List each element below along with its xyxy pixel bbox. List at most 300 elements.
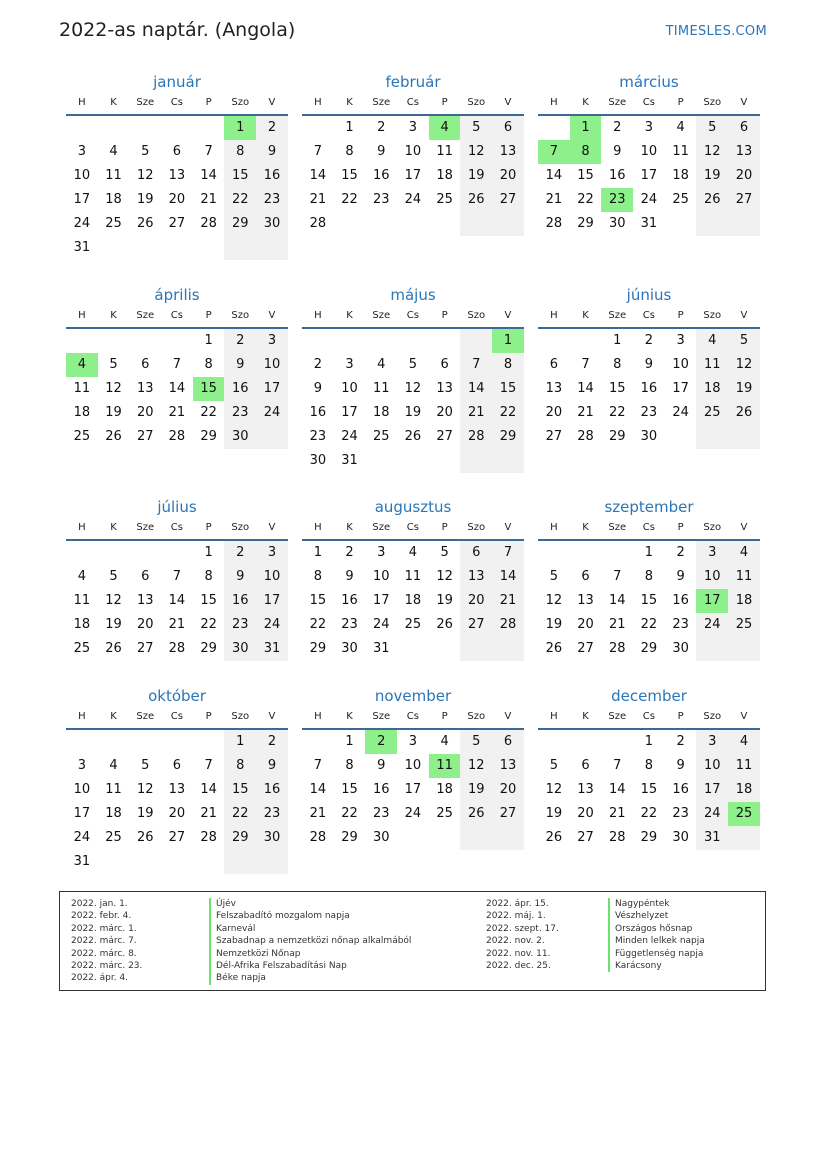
day-cell: 15: [640, 782, 658, 797]
empty-cell: [66, 730, 98, 754]
day-cell: 22: [309, 617, 327, 632]
legend-right-dates: [486, 898, 559, 972]
empty-cell: [492, 449, 524, 473]
day-cell: 15: [309, 593, 327, 608]
day-cell: 4: [676, 120, 685, 135]
day-cell: 13: [545, 381, 563, 396]
day-cell: 13: [168, 168, 186, 183]
empty-cell: [98, 329, 130, 353]
day-cell: 7: [538, 140, 570, 164]
day-cell: 5: [408, 357, 418, 372]
day-cell: 10: [256, 353, 288, 377]
legend-holiday-name: Újév: [209, 898, 411, 910]
day-cell: 13: [492, 140, 524, 164]
weekday-label: V: [268, 522, 276, 533]
day-cell: 16: [224, 377, 256, 401]
month-name: május: [390, 286, 436, 304]
day-cell: 24: [256, 401, 288, 425]
day-grid: [538, 329, 760, 449]
weekday-label: K: [110, 310, 117, 321]
day-cell: 14: [545, 168, 563, 183]
weekday-label: P: [205, 711, 212, 722]
weekday-header: [302, 517, 524, 541]
day-cell: 7: [313, 758, 322, 773]
weekday-label: Cs: [406, 522, 419, 533]
day-cell: 12: [404, 381, 422, 396]
day-cell: 9: [313, 381, 322, 396]
weekday-label: V: [268, 310, 276, 321]
day-cell: 20: [168, 192, 186, 207]
day-cell: 22: [224, 802, 256, 826]
empty-cell: [570, 730, 602, 754]
day-cell: 8: [204, 569, 213, 584]
empty-cell: [66, 541, 98, 565]
day-cell: 9: [345, 569, 354, 584]
day-cell: 12: [436, 569, 453, 584]
day-cell: 16: [256, 164, 288, 188]
weekday-label: P: [205, 522, 212, 533]
weekday-label: Cs: [170, 522, 183, 533]
day-cell: 8: [224, 140, 256, 164]
day-cell: 20: [728, 164, 760, 188]
weekday-label: Szo: [231, 711, 250, 722]
day-cell: 8: [492, 353, 524, 377]
day-cell: 15: [608, 381, 626, 396]
day-cell: 9: [676, 569, 685, 584]
empty-cell: [129, 236, 161, 260]
day-cell: 6: [440, 357, 449, 372]
day-cell: 23: [224, 613, 256, 637]
day-cell: 1: [224, 116, 256, 140]
day-cell: 14: [460, 377, 492, 401]
empty-cell: [397, 826, 429, 850]
day-cell: 8: [204, 357, 213, 372]
day-cell: 13: [136, 593, 154, 608]
day-cell: 23: [372, 806, 390, 821]
weekday-label: P: [677, 97, 684, 108]
day-cell: 28: [200, 216, 217, 231]
day-cell: 9: [377, 144, 386, 159]
legend-holiday-name: Karnevál: [209, 923, 411, 935]
weekday-label: K: [110, 522, 117, 533]
day-grid: [302, 116, 524, 236]
weekday-label: P: [677, 310, 684, 321]
day-cell: 22: [200, 617, 217, 632]
empty-cell: [538, 116, 570, 140]
day-cell: 16: [372, 782, 390, 797]
weekday-label: Szo: [467, 711, 486, 722]
day-cell: 30: [224, 425, 256, 449]
month-block: [302, 497, 524, 661]
day-cell: 4: [440, 734, 449, 749]
month-block: [66, 285, 288, 449]
day-cell: 25: [728, 613, 760, 637]
weekday-label: Sze: [136, 97, 155, 108]
day-cell: 20: [136, 405, 154, 420]
day-cell: 12: [105, 593, 122, 608]
day-cell: 30: [341, 641, 358, 656]
day-cell: 22: [200, 405, 217, 420]
day-cell: 6: [172, 144, 182, 159]
month-name: november: [374, 687, 452, 705]
day-cell: 10: [404, 144, 422, 159]
legend-date: 2022. márc. 7.: [71, 936, 137, 947]
day-cell: 23: [224, 401, 256, 425]
empty-cell: [98, 236, 130, 260]
day-cell: 27: [492, 188, 524, 212]
day-cell: 16: [256, 778, 288, 802]
day-cell: 21: [492, 589, 524, 613]
weekday-header: [66, 706, 288, 730]
day-cell: 25: [404, 617, 422, 632]
day-cell: 5: [549, 569, 558, 584]
day-cell: 4: [728, 541, 760, 565]
day-cell: 1: [613, 333, 622, 348]
day-cell: 22: [341, 806, 358, 821]
day-cell: 24: [341, 429, 358, 444]
day-cell: 15: [640, 593, 658, 608]
month-name: december: [611, 687, 687, 705]
day-cell: 24: [696, 802, 728, 826]
empty-cell: [397, 212, 429, 236]
day-cell: 27: [545, 429, 563, 444]
day-cell: 13: [577, 782, 594, 797]
day-cell: 29: [640, 830, 658, 845]
weekday-label: Sze: [608, 97, 627, 108]
empty-cell: [256, 425, 288, 449]
empty-cell: [129, 116, 161, 140]
day-cell: 23: [672, 617, 689, 632]
empty-cell: [98, 541, 130, 565]
day-cell: 25: [372, 429, 390, 444]
legend-date: 2022. febr. 4.: [71, 911, 132, 922]
day-cell: 27: [577, 830, 594, 845]
day-cell: 1: [345, 734, 354, 749]
day-cell: 22: [492, 401, 524, 425]
day-cell: 13: [460, 565, 492, 589]
legend-holiday-name: Karácsony: [608, 960, 705, 972]
weekday-label: H: [550, 711, 558, 722]
day-cell: 16: [224, 589, 256, 613]
weekday-label: Sze: [372, 522, 391, 533]
day-cell: 28: [608, 830, 626, 845]
day-cell: 3: [77, 758, 86, 773]
empty-cell: [161, 236, 193, 260]
day-cell: 20: [492, 164, 524, 188]
day-cell: 8: [644, 758, 654, 773]
day-cell: 7: [613, 569, 622, 584]
empty-cell: [665, 212, 697, 236]
day-cell: 7: [204, 758, 213, 773]
day-cell: 23: [256, 802, 288, 826]
month-block: [66, 497, 288, 661]
weekday-label: K: [582, 522, 589, 533]
month-name: január: [153, 73, 201, 91]
day-cell: 28: [309, 216, 327, 231]
day-cell: 27: [436, 429, 453, 444]
weekday-label: V: [504, 310, 512, 321]
day-cell: 15: [224, 164, 256, 188]
day-cell: 25: [105, 830, 122, 845]
day-cell: 22: [640, 617, 658, 632]
empty-cell: [429, 826, 461, 850]
legend-date: 2022. márc. 1.: [71, 923, 137, 934]
weekday-label: P: [205, 310, 212, 321]
month-name: április: [154, 286, 200, 304]
empty-cell: [397, 329, 429, 353]
day-grid: [538, 730, 760, 850]
empty-cell: [538, 329, 570, 353]
legend-holiday-name: Szabadnap a nemzetközi nőnap alkalmából: [209, 935, 411, 947]
day-cell: 1: [644, 734, 654, 749]
month-name: július: [157, 498, 197, 516]
month-block: [538, 686, 760, 850]
day-cell: 3: [77, 144, 86, 159]
weekday-label: Szo: [703, 310, 722, 321]
weekday-label: Szo: [703, 522, 722, 533]
weekday-label: Szo: [231, 522, 250, 533]
day-cell: 20: [136, 617, 154, 632]
day-cell: 4: [109, 758, 118, 773]
day-cell: 15: [341, 782, 358, 797]
day-cell: 26: [545, 830, 563, 845]
empty-cell: [492, 212, 524, 236]
day-cell: 2: [613, 120, 622, 135]
day-cell: 27: [577, 641, 594, 656]
day-cell: 11: [404, 569, 422, 584]
weekday-label: V: [740, 522, 748, 533]
month-name: február: [385, 73, 441, 91]
day-cell: 24: [372, 617, 390, 632]
month-block: [302, 285, 524, 473]
legend-holiday-name: Nagypéntek: [608, 898, 705, 910]
day-cell: 31: [73, 854, 91, 869]
day-grid: [302, 730, 524, 850]
day-cell: 29: [224, 212, 256, 236]
day-cell: 2: [377, 120, 386, 135]
weekday-label: V: [740, 97, 748, 108]
site-link[interactable]: TIMESLES.COM: [665, 24, 767, 39]
day-cell: 11: [672, 144, 689, 159]
day-cell: 10: [256, 565, 288, 589]
day-cell: 22: [341, 192, 358, 207]
weekday-label: Szo: [467, 97, 486, 108]
day-cell: 28: [608, 641, 626, 656]
day-cell: 13: [492, 754, 524, 778]
month-block: [538, 72, 760, 236]
day-cell: 7: [172, 569, 182, 584]
day-cell: 3: [408, 120, 418, 135]
day-cell: 26: [460, 188, 492, 212]
day-cell: 12: [105, 381, 122, 396]
weekday-label: P: [677, 522, 684, 533]
day-cell: 24: [696, 613, 728, 637]
day-cell: 5: [440, 545, 449, 560]
day-cell: 17: [73, 806, 91, 821]
day-cell: 21: [309, 192, 327, 207]
empty-cell: [98, 730, 130, 754]
day-cell: 1: [224, 730, 256, 754]
empty-cell: [728, 425, 760, 449]
legend-date: 2022. márc. 23.: [71, 960, 143, 971]
legend-date: 2022. ápr. 4.: [71, 973, 129, 984]
day-cell: 5: [549, 758, 558, 773]
day-cell: 26: [460, 802, 492, 826]
month-block: [302, 72, 524, 236]
holiday-legend: [59, 891, 766, 991]
empty-cell: [429, 449, 461, 473]
day-cell: 3: [644, 120, 654, 135]
weekday-label: Cs: [170, 97, 183, 108]
day-cell: 11: [105, 168, 122, 183]
day-cell: 14: [309, 168, 327, 183]
day-cell: 26: [545, 641, 563, 656]
legend-holiday-name: Függetlenség napja: [608, 948, 705, 960]
day-cell: 13: [136, 381, 154, 396]
day-cell: 10: [404, 758, 422, 773]
day-grid: [538, 116, 760, 236]
day-cell: 5: [696, 116, 728, 140]
weekday-header: [302, 92, 524, 116]
day-cell: 11: [696, 353, 728, 377]
day-cell: 17: [640, 168, 658, 183]
day-cell: 19: [696, 164, 728, 188]
day-cell: 7: [613, 758, 622, 773]
day-cell: 10: [696, 754, 728, 778]
day-cell: 24: [672, 405, 689, 420]
day-cell: 28: [545, 216, 563, 231]
day-cell: 26: [728, 401, 760, 425]
day-cell: 27: [136, 641, 154, 656]
day-cell: 13: [436, 381, 453, 396]
day-cell: 6: [581, 569, 590, 584]
day-cell: 29: [341, 830, 358, 845]
empty-cell: [397, 449, 429, 473]
day-cell: 31: [341, 453, 358, 468]
day-cell: 6: [549, 357, 558, 372]
weekday-label: K: [346, 97, 353, 108]
day-cell: 30: [256, 212, 288, 236]
day-cell: 17: [256, 377, 288, 401]
day-cell: 20: [168, 806, 186, 821]
day-cell: 18: [696, 377, 728, 401]
day-cell: 26: [436, 617, 453, 632]
day-cell: 26: [105, 429, 122, 444]
empty-cell: [665, 425, 697, 449]
weekday-label: Sze: [608, 310, 627, 321]
day-cell: 21: [608, 617, 626, 632]
day-cell: 5: [141, 758, 150, 773]
day-cell: 22: [640, 806, 658, 821]
day-cell: 23: [341, 617, 358, 632]
day-cell: 8: [570, 140, 602, 164]
weekday-label: K: [346, 310, 353, 321]
day-cell: 14: [577, 381, 594, 396]
weekday-label: V: [504, 97, 512, 108]
day-cell: 12: [136, 782, 154, 797]
empty-cell: [696, 637, 728, 661]
day-cell: 11: [372, 381, 390, 396]
day-grid: [302, 541, 524, 661]
empty-cell: [256, 236, 288, 260]
empty-cell: [429, 212, 461, 236]
legend-date: 2022. szept. 17.: [486, 923, 559, 934]
day-grid: [66, 329, 288, 449]
day-cell: 19: [136, 806, 154, 821]
weekday-label: Sze: [372, 310, 391, 321]
empty-cell: [601, 541, 633, 565]
day-cell: 17: [696, 589, 728, 613]
day-cell: 4: [109, 144, 118, 159]
day-cell: 10: [672, 357, 689, 372]
weekday-label: Cs: [642, 97, 655, 108]
weekday-label: V: [268, 711, 276, 722]
empty-cell: [696, 212, 728, 236]
weekday-label: Szo: [231, 97, 250, 108]
empty-cell: [161, 541, 193, 565]
day-cell: 22: [224, 188, 256, 212]
day-cell: 15: [224, 778, 256, 802]
empty-cell: [397, 637, 429, 661]
day-cell: 26: [404, 429, 422, 444]
weekday-label: Szo: [703, 711, 722, 722]
day-cell: 14: [168, 593, 186, 608]
legend-holiday-name: Dél-Afrika Felszabadítási Nap: [209, 960, 411, 972]
weekday-label: Cs: [170, 310, 183, 321]
weekday-header: [538, 92, 760, 116]
day-cell: 6: [172, 758, 182, 773]
empty-cell: [492, 826, 524, 850]
month-name: március: [619, 73, 679, 91]
day-cell: 11: [73, 381, 91, 396]
weekday-header: [302, 706, 524, 730]
legend-left-names: [209, 898, 411, 985]
day-cell: 12: [460, 140, 492, 164]
day-cell: 18: [436, 782, 453, 797]
legend-holiday-name: Felszabadító mozgalom napja: [209, 910, 411, 922]
day-cell: 18: [436, 168, 453, 183]
day-cell: 14: [492, 565, 524, 589]
weekday-label: Cs: [406, 310, 419, 321]
weekday-label: K: [110, 97, 117, 108]
day-cell: 10: [696, 565, 728, 589]
day-cell: 29: [224, 826, 256, 850]
legend-holiday-name: Országos hősnap: [608, 923, 705, 935]
day-cell: 4: [66, 353, 98, 377]
day-cell: 25: [436, 806, 453, 821]
empty-cell: [302, 730, 334, 754]
day-cell: 2: [345, 545, 354, 560]
day-cell: 18: [728, 589, 760, 613]
day-cell: 8: [345, 758, 354, 773]
day-cell: 25: [73, 641, 91, 656]
weekday-label: Cs: [642, 711, 655, 722]
empty-cell: [98, 116, 130, 140]
day-cell: 2: [676, 734, 685, 749]
day-cell: 7: [172, 357, 182, 372]
day-cell: 15: [200, 593, 217, 608]
day-cell: 6: [141, 569, 150, 584]
legend-date: 2022. jan. 1.: [71, 899, 128, 909]
day-grid: [538, 541, 760, 661]
empty-cell: [429, 329, 461, 353]
day-cell: 4: [77, 569, 86, 584]
empty-cell: [365, 212, 397, 236]
legend-right-names: [608, 898, 705, 972]
day-cell: 21: [168, 617, 186, 632]
day-cell: 23: [256, 188, 288, 212]
day-cell: 3: [345, 357, 354, 372]
